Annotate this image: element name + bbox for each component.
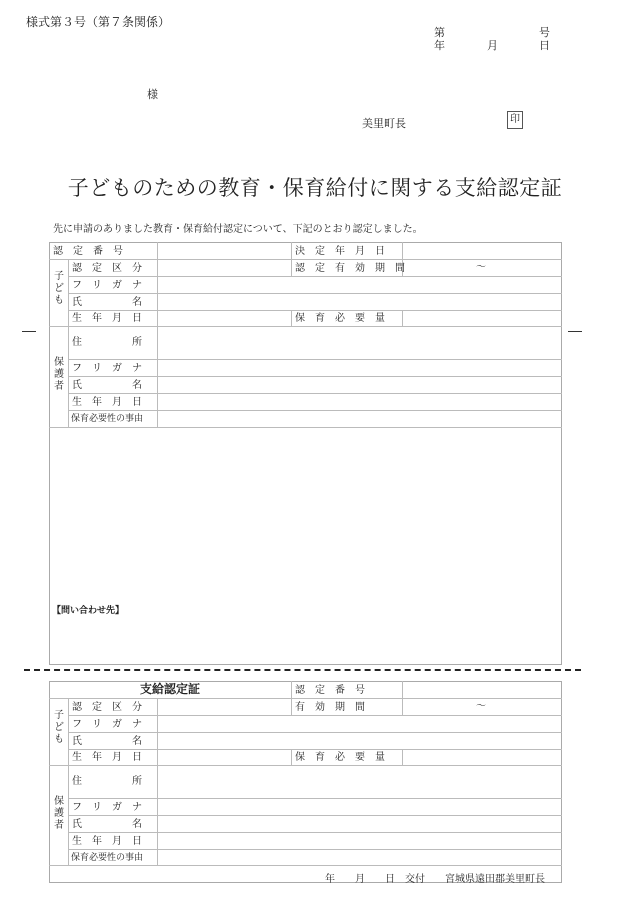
row-line bbox=[68, 310, 562, 311]
row-line bbox=[68, 849, 562, 850]
row-line bbox=[68, 376, 562, 377]
row-line bbox=[49, 259, 562, 260]
row-line bbox=[49, 427, 562, 428]
col-line bbox=[402, 749, 403, 765]
page-title: 子どものための教育・保育給付に関する支給認定証 bbox=[67, 176, 563, 200]
label-child-birth: 生 年 月 日 bbox=[72, 313, 142, 324]
lower-group-guardian: 保護者 bbox=[54, 796, 64, 831]
row-line bbox=[49, 865, 562, 866]
document-number-date bbox=[432, 24, 552, 52]
col-line bbox=[291, 242, 292, 276]
doc-number-prefix: 第 bbox=[434, 26, 445, 39]
row-line bbox=[68, 832, 562, 833]
issuer: 美里町長 bbox=[362, 117, 406, 130]
label-guardian-address: 住 所 bbox=[72, 337, 142, 348]
issue-footer: 年 月 日 交付 宮城県遠田郡美里町長 bbox=[325, 874, 545, 885]
row-line bbox=[49, 326, 562, 327]
group-guardian: 保護者 bbox=[54, 357, 64, 392]
lower-label-need-reason: 保育必要性の事由 bbox=[71, 853, 144, 863]
row-line bbox=[68, 359, 562, 360]
col-line bbox=[402, 681, 403, 715]
intro-text: 先に申請のありました教育・保育給付認定について、下記のとおり認定しました。 bbox=[53, 224, 423, 235]
col-line bbox=[291, 681, 292, 715]
lower-label-validity: 有 効 期 間 bbox=[295, 702, 365, 713]
col-line bbox=[157, 242, 158, 427]
fold-mark-left bbox=[22, 331, 36, 332]
label-child-furigana: フ リ ガ ナ bbox=[72, 280, 142, 291]
form-number: 様式第３号（第７条関係） bbox=[26, 15, 171, 29]
row-line bbox=[49, 698, 562, 699]
label-cert-class: 認 定 区 分 bbox=[72, 263, 142, 274]
validity-tilde: ～ bbox=[476, 262, 486, 273]
row-line bbox=[68, 715, 562, 716]
col-line bbox=[68, 698, 69, 865]
lower-label-child-name: 氏 名 bbox=[72, 736, 142, 747]
label-guardian-furigana: フ リ ガ ナ bbox=[72, 363, 142, 374]
label-guardian-name: 氏 名 bbox=[72, 380, 142, 391]
date-year: 年 bbox=[434, 39, 445, 52]
label-decision-date: 決 定 年 月 日 bbox=[295, 246, 385, 257]
cut-line bbox=[24, 669, 581, 671]
row-line bbox=[68, 749, 562, 750]
group-child: 子ども bbox=[54, 271, 64, 306]
col-line bbox=[291, 749, 292, 765]
row-line bbox=[68, 798, 562, 799]
label-need-amount: 保 育 必 要 量 bbox=[295, 313, 385, 324]
lower-label-child-birth: 生 年 月 日 bbox=[72, 752, 142, 763]
contact-label: 【問い合わせ先】 bbox=[52, 606, 125, 616]
col-line bbox=[68, 259, 69, 427]
addressee: 様 bbox=[147, 88, 158, 101]
col-line bbox=[157, 698, 158, 865]
lower-label-guardian-furigana: フ リ ガ ナ bbox=[72, 802, 142, 813]
row-line bbox=[68, 815, 562, 816]
label-child-name: 氏 名 bbox=[72, 297, 142, 308]
row-line bbox=[68, 393, 562, 394]
fold-mark-right bbox=[568, 331, 582, 332]
lower-label-cert-class: 認 定 区 分 bbox=[72, 702, 142, 713]
date-month: 月 bbox=[487, 39, 498, 52]
lower-validity-tilde: ～ bbox=[476, 701, 486, 712]
lower-label-guardian-birth: 生 年 月 日 bbox=[72, 836, 142, 847]
row-line bbox=[68, 732, 562, 733]
lower-label-child-furigana: フ リ ガ ナ bbox=[72, 719, 142, 730]
label-cert-number: 認 定 番 号 bbox=[53, 246, 123, 257]
label-need-reason: 保育必要性の事由 bbox=[71, 414, 144, 424]
date-day: 日 bbox=[539, 39, 550, 52]
lower-label-need-amount: 保 育 必 要 量 bbox=[295, 752, 385, 763]
lower-group-child: 子ども bbox=[54, 710, 64, 745]
row-line bbox=[49, 765, 562, 766]
lower-cert-title: 支給認定証 bbox=[140, 682, 201, 696]
col-line bbox=[291, 310, 292, 326]
label-guardian-birth: 生 年 月 日 bbox=[72, 397, 142, 408]
doc-number-suffix: 号 bbox=[539, 26, 550, 39]
lower-label-guardian-address: 住 所 bbox=[72, 776, 142, 787]
row-line bbox=[68, 410, 562, 411]
lower-label-guardian-name: 氏 名 bbox=[72, 819, 142, 830]
lower-label-cert-number: 認 定 番 号 bbox=[295, 685, 365, 696]
col-line bbox=[402, 310, 403, 326]
row-line bbox=[68, 276, 562, 277]
row-line bbox=[68, 293, 562, 294]
label-validity: 認 定 有 効 期 間 bbox=[295, 263, 405, 274]
seal-mark: 印 bbox=[507, 111, 523, 129]
